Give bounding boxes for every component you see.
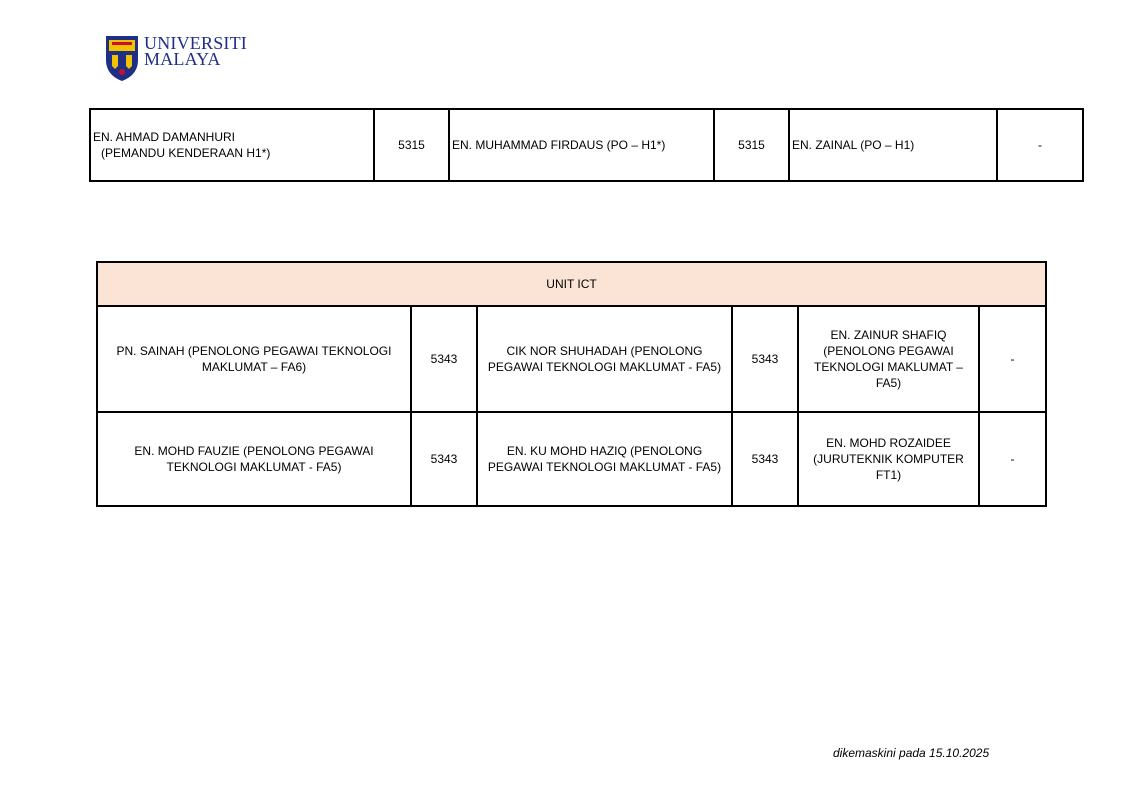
staff-name-cell — [90, 109, 374, 181]
extension-cell: - — [979, 412, 1046, 506]
staff-name-cell: CIK NOR SHUHADAH (PENOLONG PEGAWAI TEKNOLOGI MAKLUMAT - FA5) — [477, 306, 732, 412]
staff-table-drivers — [89, 108, 1084, 182]
extension-cell: 5343 — [411, 306, 477, 412]
staff-position: (PEMANDU KENDERAAN H1*) — [101, 146, 271, 160]
logo-line-1: UNIVERSITI — [144, 33, 247, 53]
last-updated-note: dikemaskini pada 15.10.2025 — [833, 746, 990, 760]
table-row — [97, 412, 1046, 506]
table-row — [90, 109, 1083, 181]
extension-cell: - — [997, 109, 1083, 181]
staff-name-cell: EN. MOHD FAUZIE (PENOLONG PEGAWAI TEKNOLOGI MAKLUMAT - FA5) — [97, 412, 411, 506]
unit-heading: UNIT ICT — [97, 262, 1046, 306]
extension-cell: 5343 — [732, 412, 798, 506]
extension-cell: 5343 — [411, 412, 477, 506]
logo-wordmark — [144, 35, 247, 67]
extension-cell: 5315 — [374, 109, 449, 181]
staff-name-cell: EN. MUHAMMAD FIRDAUS (PO – H1*) — [449, 109, 714, 181]
table-row — [97, 306, 1046, 412]
extension-cell: - — [979, 306, 1046, 412]
staff-name-cell: PN. SAINAH (PENOLONG PEGAWAI TEKNOLOGI MAKLUMAT – FA6) — [97, 306, 411, 412]
staff-name-cell: EN. ZAINAL (PO – H1) — [789, 109, 997, 181]
logo-line-2: MALAYA — [144, 49, 221, 69]
extension-cell: 5343 — [732, 306, 798, 412]
table-header-row — [97, 262, 1046, 306]
staff-name-cell: EN. ZAINUR SHAFIQ (PENOLONG PEGAWAI TEKNOLOGI MAKLUMAT – FA5) — [798, 306, 979, 412]
staff-name-cell: EN. KU MOHD HAZIQ (PENOLONG PEGAWAI TEKNOLOGI MAKLUMAT - FA5) — [477, 412, 732, 506]
extension-cell: 5315 — [714, 109, 789, 181]
university-logo — [104, 34, 247, 82]
university-crest-icon — [104, 34, 140, 82]
staff-name: EN. AHMAD DAMANHURI — [93, 130, 236, 144]
unit-ict-table — [96, 261, 1047, 507]
staff-name-cell: EN. MOHD ROZAIDEE (JURUTEKNIK KOMPUTER FT1) — [798, 412, 979, 506]
